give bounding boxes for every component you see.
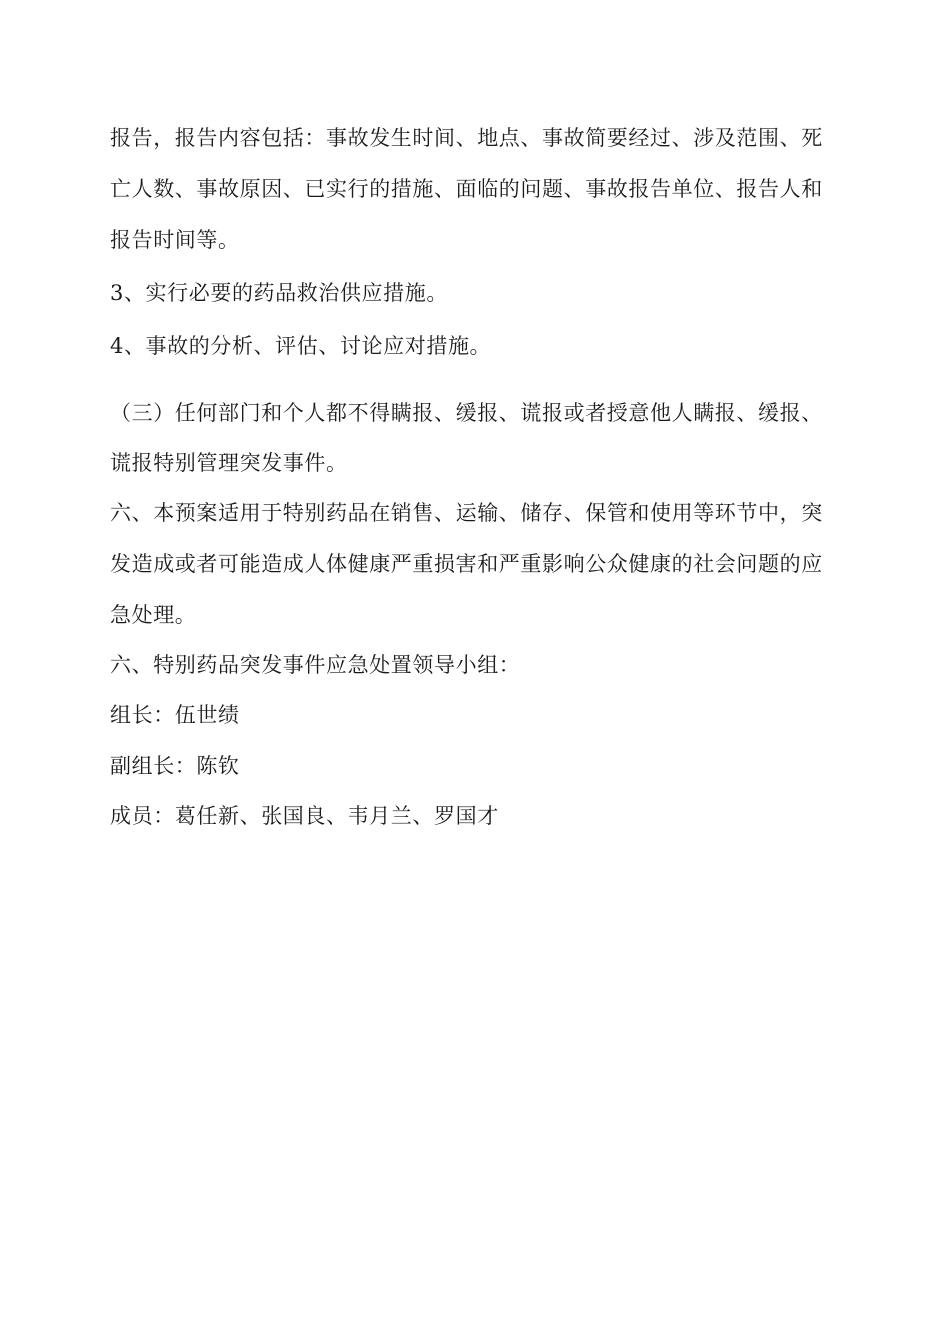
text-line: 3、实行必要的药品救治供应措施。 [110, 281, 448, 305]
paragraph-leadership-heading [110, 645, 850, 695]
paragraph-item-3 [110, 273, 850, 326]
text-line: 六、本预案适用于特别药品在销售、运输、储存、保管和使用等环节中，突 [110, 501, 823, 525]
text-line: 急处理。 [110, 603, 197, 627]
paragraph-section-3 [110, 393, 850, 493]
text-line: 报告时间等。 [110, 228, 240, 252]
text-line: 报告，报告内容包括：事故发生时间、地点、事故简要经过、涉及范围、死 [110, 126, 823, 150]
text-line: 成员：葛任新、张国良、韦月兰、罗国才 [110, 804, 499, 828]
text-line: 六、特别药品突发事件应急处置领导小组： [110, 653, 521, 677]
paragraph-members [110, 796, 850, 846]
paragraph-report-content [110, 118, 850, 273]
text-line: 副组长：陈钦 [110, 754, 240, 778]
text-line: （三）任何部门和个人都不得瞒报、缓报、谎报或者授意他人瞒报、缓报、 [110, 401, 823, 425]
text-line: 组长：伍世绩 [110, 703, 240, 727]
paragraph-scope [110, 493, 850, 645]
text-line: 发造成或者可能造成人体健康严重损害和严重影响公众健康的社会问题的应 [110, 552, 823, 576]
document-body [110, 118, 850, 846]
text-line: 谎报特别管理突发事件。 [110, 451, 348, 475]
text-line: 亡人数、事故原因、已实行的措施、面临的问题、事故报告单位、报告人和 [110, 177, 823, 201]
paragraph-team-leader [110, 695, 850, 746]
paragraph-item-4 [110, 326, 850, 393]
text-line: 4、事故的分析、评估、讨论应对措施。 [110, 334, 492, 358]
paragraph-deputy-leader [110, 746, 850, 796]
